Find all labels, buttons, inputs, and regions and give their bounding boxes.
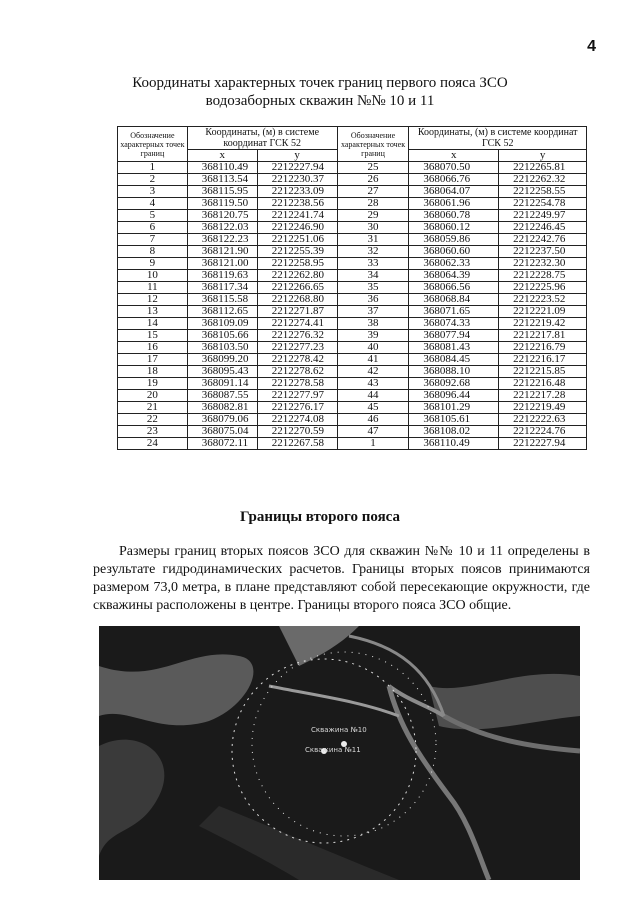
title-line-2: водозаборных скважин №№ 10 и 11 <box>205 93 435 109</box>
table-row <box>118 378 587 390</box>
x-left-cell: 368112.65 <box>187 306 257 318</box>
table-row <box>118 258 587 270</box>
coordinates-table <box>117 126 587 450</box>
table-row <box>118 246 587 258</box>
point-left-cell: 21 <box>118 402 188 414</box>
table-row <box>118 390 587 402</box>
table-body <box>118 162 587 450</box>
y-right-cell: 2212215.85 <box>499 366 587 378</box>
point-left-cell: 24 <box>118 438 188 450</box>
table-row <box>118 198 587 210</box>
y-left-cell: 2212274.08 <box>257 414 337 426</box>
y-left-cell: 2212278.58 <box>257 378 337 390</box>
point-left-cell: 9 <box>118 258 188 270</box>
point-right-cell: 30 <box>337 222 409 234</box>
point-right-cell: 40 <box>337 342 409 354</box>
y-left-cell: 2212262.80 <box>257 270 337 282</box>
point-right-cell: 37 <box>337 306 409 318</box>
document-title <box>0 74 640 110</box>
point-right-cell: 26 <box>337 174 409 186</box>
header-x-left: x <box>187 150 257 162</box>
table-row <box>118 354 587 366</box>
y-right-cell: 2212254.78 <box>499 198 587 210</box>
header-point-right: Обозначение характерных точек границ <box>337 127 409 162</box>
point-left-cell: 22 <box>118 414 188 426</box>
point-left-cell: 20 <box>118 390 188 402</box>
x-right-cell: 368064.07 <box>409 186 499 198</box>
point-right-cell: 45 <box>337 402 409 414</box>
title-line-1: Координаты характерных точек границ первого пояса ЗСО <box>132 75 508 91</box>
table-row <box>118 174 587 186</box>
x-right-cell: 368088.10 <box>409 366 499 378</box>
point-right-cell: 38 <box>337 318 409 330</box>
point-left-cell: 14 <box>118 318 188 330</box>
x-left-cell: 368119.50 <box>187 198 257 210</box>
x-left-cell: 368119.63 <box>187 270 257 282</box>
point-right-cell: 36 <box>337 294 409 306</box>
x-right-cell: 368081.43 <box>409 342 499 354</box>
x-right-cell: 368101.29 <box>409 402 499 414</box>
point-right-cell: 46 <box>337 414 409 426</box>
table-row <box>118 366 587 378</box>
y-left-cell: 2212278.62 <box>257 366 337 378</box>
point-left-cell: 13 <box>118 306 188 318</box>
x-right-cell: 368071.65 <box>409 306 499 318</box>
y-left-cell: 2212233.09 <box>257 186 337 198</box>
x-left-cell: 368117.34 <box>187 282 257 294</box>
y-left-cell: 2212251.06 <box>257 234 337 246</box>
x-right-cell: 368077.94 <box>409 330 499 342</box>
x-right-cell: 368070.50 <box>409 162 499 174</box>
header-y-left: y <box>257 150 337 162</box>
table-row <box>118 426 587 438</box>
point-left-cell: 4 <box>118 198 188 210</box>
x-left-cell: 368095.43 <box>187 366 257 378</box>
header-x-right: x <box>409 150 499 162</box>
y-left-cell: 2212246.90 <box>257 222 337 234</box>
x-left-cell: 368120.75 <box>187 210 257 222</box>
point-right-cell: 44 <box>337 390 409 402</box>
table-row <box>118 186 587 198</box>
table-row <box>118 318 587 330</box>
page-number: 4 <box>587 38 596 55</box>
y-left-cell: 2212274.41 <box>257 318 337 330</box>
y-left-cell: 2212276.32 <box>257 330 337 342</box>
y-right-cell: 2212249.97 <box>499 210 587 222</box>
y-right-cell: 2212224.76 <box>499 426 587 438</box>
x-left-cell: 368075.04 <box>187 426 257 438</box>
x-right-cell: 368066.76 <box>409 174 499 186</box>
point-left-cell: 15 <box>118 330 188 342</box>
y-right-cell: 2212242.76 <box>499 234 587 246</box>
point-right-cell: 32 <box>337 246 409 258</box>
x-right-cell: 368096.44 <box>409 390 499 402</box>
table-row <box>118 162 587 174</box>
x-left-cell: 368082.81 <box>187 402 257 414</box>
x-left-cell: 368122.23 <box>187 234 257 246</box>
x-left-cell: 368115.58 <box>187 294 257 306</box>
y-left-cell: 2212271.87 <box>257 306 337 318</box>
y-right-cell: 2212216.48 <box>499 378 587 390</box>
x-right-cell: 368074.33 <box>409 318 499 330</box>
point-left-cell: 7 <box>118 234 188 246</box>
point-right-cell: 27 <box>337 186 409 198</box>
y-right-cell: 2212246.45 <box>499 222 587 234</box>
x-left-cell: 368079.06 <box>187 414 257 426</box>
y-left-cell: 2212268.80 <box>257 294 337 306</box>
y-right-cell: 2212216.79 <box>499 342 587 354</box>
point-left-cell: 12 <box>118 294 188 306</box>
y-right-cell: 2212237.50 <box>499 246 587 258</box>
point-left-cell: 5 <box>118 210 188 222</box>
table-row <box>118 294 587 306</box>
x-left-cell: 368103.50 <box>187 342 257 354</box>
x-right-cell: 368064.39 <box>409 270 499 282</box>
y-left-cell: 2212258.95 <box>257 258 337 270</box>
y-right-cell: 2212232.30 <box>499 258 587 270</box>
y-left-cell: 2212270.59 <box>257 426 337 438</box>
y-right-cell: 2212219.49 <box>499 402 587 414</box>
point-right-cell: 41 <box>337 354 409 366</box>
y-left-cell: 2212266.65 <box>257 282 337 294</box>
table-row <box>118 282 587 294</box>
x-left-cell: 368122.03 <box>187 222 257 234</box>
y-left-cell: 2212277.97 <box>257 390 337 402</box>
point-left-cell: 10 <box>118 270 188 282</box>
table-row <box>118 342 587 354</box>
x-right-cell: 368060.78 <box>409 210 499 222</box>
x-right-cell: 368059.86 <box>409 234 499 246</box>
y-right-cell: 2212221.09 <box>499 306 587 318</box>
table-row <box>118 234 587 246</box>
map-label-well-10: Скважина №10 <box>311 726 367 734</box>
point-right-cell: 25 <box>337 162 409 174</box>
y-right-cell: 2212228.75 <box>499 270 587 282</box>
x-right-cell: 368066.56 <box>409 282 499 294</box>
point-left-cell: 11 <box>118 282 188 294</box>
header-coords-right: Координаты, (м) в системе координат ГСК 52 <box>409 127 587 150</box>
table-row <box>118 222 587 234</box>
x-right-cell: 368110.49 <box>409 438 499 450</box>
point-left-cell: 3 <box>118 186 188 198</box>
point-right-cell: 33 <box>337 258 409 270</box>
x-right-cell: 368084.45 <box>409 354 499 366</box>
table-row <box>118 306 587 318</box>
x-right-cell: 368062.33 <box>409 258 499 270</box>
y-left-cell: 2212241.74 <box>257 210 337 222</box>
table-row <box>118 438 587 450</box>
y-right-cell: 2212222.63 <box>499 414 587 426</box>
point-left-cell: 2 <box>118 174 188 186</box>
y-right-cell: 2212262.32 <box>499 174 587 186</box>
x-right-cell: 368108.02 <box>409 426 499 438</box>
x-left-cell: 368115.95 <box>187 186 257 198</box>
table-row <box>118 330 587 342</box>
y-right-cell: 2212225.96 <box>499 282 587 294</box>
point-left-cell: 17 <box>118 354 188 366</box>
x-left-cell: 368072.11 <box>187 438 257 450</box>
x-left-cell: 368109.09 <box>187 318 257 330</box>
x-right-cell: 368092.68 <box>409 378 499 390</box>
point-right-cell: 31 <box>337 234 409 246</box>
y-right-cell: 2212217.81 <box>499 330 587 342</box>
point-left-cell: 8 <box>118 246 188 258</box>
x-right-cell: 368068.84 <box>409 294 499 306</box>
y-left-cell: 2212267.58 <box>257 438 337 450</box>
x-right-cell: 368060.12 <box>409 222 499 234</box>
table-row <box>118 270 587 282</box>
table-row <box>118 414 587 426</box>
point-left-cell: 1 <box>118 162 188 174</box>
point-left-cell: 23 <box>118 426 188 438</box>
table-row <box>118 402 587 414</box>
y-right-cell: 2212265.81 <box>499 162 587 174</box>
point-left-cell: 6 <box>118 222 188 234</box>
x-left-cell: 368091.14 <box>187 378 257 390</box>
table-header-row <box>118 127 587 150</box>
y-right-cell: 2212223.52 <box>499 294 587 306</box>
y-left-cell: 2212276.17 <box>257 402 337 414</box>
sanitary-zone-map-image <box>99 626 580 880</box>
y-left-cell: 2212277.23 <box>257 342 337 354</box>
y-right-cell: 2212217.28 <box>499 390 587 402</box>
x-left-cell: 368087.55 <box>187 390 257 402</box>
section-heading: Границы второго пояса <box>239 509 401 525</box>
y-right-cell: 2212219.42 <box>499 318 587 330</box>
point-right-cell: 28 <box>337 198 409 210</box>
x-right-cell: 368105.61 <box>409 414 499 426</box>
y-right-cell: 2212258.55 <box>499 186 587 198</box>
point-left-cell: 16 <box>118 342 188 354</box>
header-coords-left: Координаты, (м) в системе координат ГСК 52 <box>187 127 337 150</box>
point-right-cell: 29 <box>337 210 409 222</box>
point-right-cell: 43 <box>337 378 409 390</box>
x-left-cell: 368099.20 <box>187 354 257 366</box>
y-right-cell: 2212216.17 <box>499 354 587 366</box>
x-left-cell: 368105.66 <box>187 330 257 342</box>
point-left-cell: 19 <box>118 378 188 390</box>
x-left-cell: 368121.90 <box>187 246 257 258</box>
point-right-cell: 1 <box>337 438 409 450</box>
point-right-cell: 39 <box>337 330 409 342</box>
x-right-cell: 368060.60 <box>409 246 499 258</box>
point-right-cell: 42 <box>337 366 409 378</box>
x-left-cell: 368110.49 <box>187 162 257 174</box>
table-row <box>118 210 587 222</box>
header-y-right: y <box>499 150 587 162</box>
x-left-cell: 368113.54 <box>187 174 257 186</box>
y-left-cell: 2212255.39 <box>257 246 337 258</box>
y-left-cell: 2212227.94 <box>257 162 337 174</box>
point-right-cell: 47 <box>337 426 409 438</box>
header-point-left: Обозначение характерных точек границ <box>118 127 188 162</box>
map-label-well-11: Скважина №11 <box>305 746 361 754</box>
point-right-cell: 34 <box>337 270 409 282</box>
body-paragraph: Размеры границ вторых поясов ЗСО для скважин №№ 10 и 11 определены в результате гидродинамических расчетов. Границы вторых поясов принимаются размером 73,0 метра, в плане представляют собой пересекающие окружности, где скважины расположены в центре. Границы второго пояса ЗСО общие. <box>93 544 590 613</box>
y-left-cell: 2212238.56 <box>257 198 337 210</box>
y-left-cell: 2212230.37 <box>257 174 337 186</box>
point-right-cell: 35 <box>337 282 409 294</box>
y-right-cell: 2212227.94 <box>499 438 587 450</box>
x-left-cell: 368121.00 <box>187 258 257 270</box>
point-left-cell: 18 <box>118 366 188 378</box>
y-left-cell: 2212278.42 <box>257 354 337 366</box>
x-right-cell: 368061.96 <box>409 198 499 210</box>
